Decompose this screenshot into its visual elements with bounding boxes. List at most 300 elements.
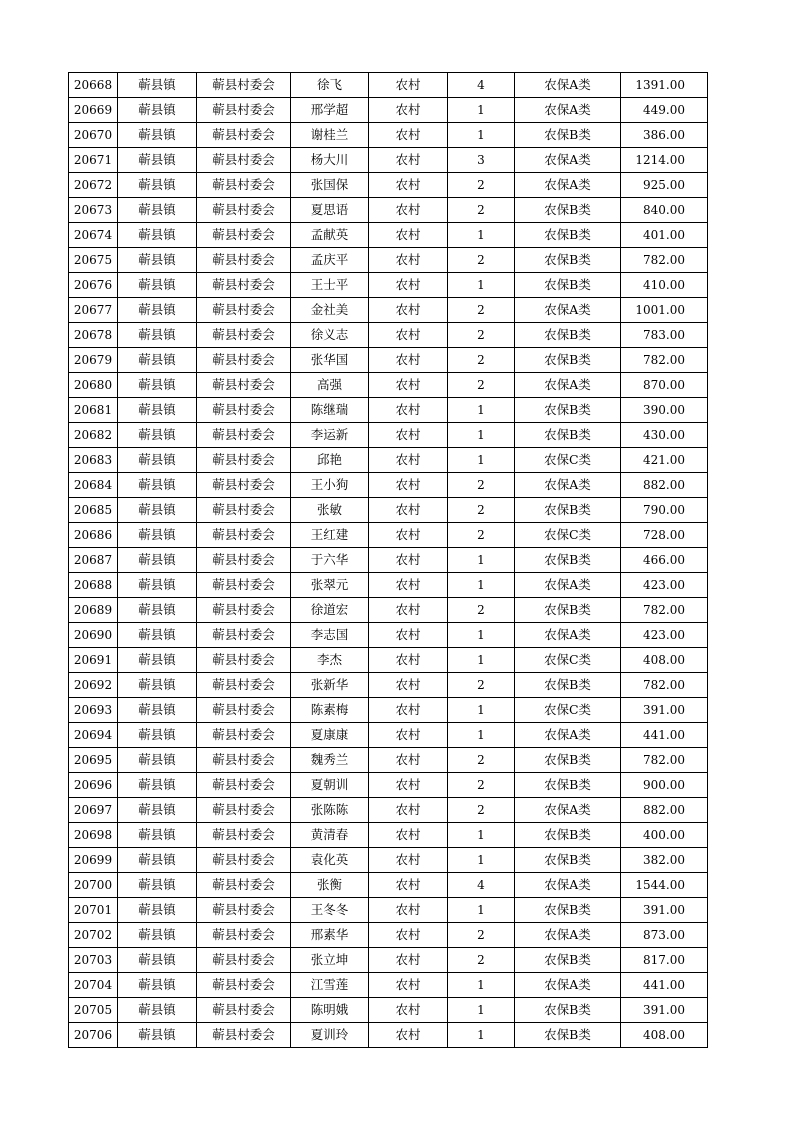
name-cell: 袁化英 bbox=[291, 848, 369, 873]
insurance-category-cell: 农保B类 bbox=[515, 748, 621, 773]
village-committee-cell: 蕲县村委会 bbox=[197, 573, 291, 598]
household-type-cell: 农村 bbox=[369, 598, 448, 623]
amount-cell: 391.00 bbox=[621, 898, 708, 923]
town-cell: 蕲县镇 bbox=[118, 648, 197, 673]
name-cell: 张翠元 bbox=[291, 573, 369, 598]
record-id-cell: 20673 bbox=[69, 198, 118, 223]
insurance-category-cell: 农保B类 bbox=[515, 248, 621, 273]
village-committee-cell: 蕲县村委会 bbox=[197, 548, 291, 573]
amount-cell: 728.00 bbox=[621, 523, 708, 548]
member-count-cell: 2 bbox=[448, 173, 515, 198]
household-type-cell: 农村 bbox=[369, 898, 448, 923]
record-id-cell: 20677 bbox=[69, 298, 118, 323]
record-id-cell: 20685 bbox=[69, 498, 118, 523]
village-committee-cell: 蕲县村委会 bbox=[197, 898, 291, 923]
table-row bbox=[69, 623, 708, 648]
amount-cell: 400.00 bbox=[621, 823, 708, 848]
insurance-category-cell: 农保B类 bbox=[515, 423, 621, 448]
member-count-cell: 2 bbox=[448, 348, 515, 373]
town-cell: 蕲县镇 bbox=[118, 323, 197, 348]
record-id-cell: 20683 bbox=[69, 448, 118, 473]
amount-cell: 817.00 bbox=[621, 948, 708, 973]
village-committee-cell: 蕲县村委会 bbox=[197, 998, 291, 1023]
record-id-cell: 20684 bbox=[69, 473, 118, 498]
household-type-cell: 农村 bbox=[369, 548, 448, 573]
table-row bbox=[69, 1023, 708, 1048]
village-committee-cell: 蕲县村委会 bbox=[197, 673, 291, 698]
town-cell: 蕲县镇 bbox=[118, 923, 197, 948]
household-type-cell: 农村 bbox=[369, 173, 448, 198]
insurance-category-cell: 农保C类 bbox=[515, 698, 621, 723]
table-row bbox=[69, 498, 708, 523]
name-cell: 张华国 bbox=[291, 348, 369, 373]
name-cell: 张陈陈 bbox=[291, 798, 369, 823]
member-count-cell: 1 bbox=[448, 723, 515, 748]
table-row bbox=[69, 773, 708, 798]
insurance-category-cell: 农保C类 bbox=[515, 648, 621, 673]
member-count-cell: 2 bbox=[448, 498, 515, 523]
town-cell: 蕲县镇 bbox=[118, 948, 197, 973]
insurance-category-cell: 农保B类 bbox=[515, 123, 621, 148]
insurance-category-cell: 农保A类 bbox=[515, 98, 621, 123]
member-count-cell: 2 bbox=[448, 298, 515, 323]
record-id-cell: 20694 bbox=[69, 723, 118, 748]
table-row bbox=[69, 73, 708, 98]
name-cell: 杨大川 bbox=[291, 148, 369, 173]
household-type-cell: 农村 bbox=[369, 98, 448, 123]
record-id-cell: 20671 bbox=[69, 148, 118, 173]
town-cell: 蕲县镇 bbox=[118, 298, 197, 323]
household-type-cell: 农村 bbox=[369, 1023, 448, 1048]
household-type-cell: 农村 bbox=[369, 723, 448, 748]
table-row bbox=[69, 298, 708, 323]
village-committee-cell: 蕲县村委会 bbox=[197, 648, 291, 673]
amount-cell: 840.00 bbox=[621, 198, 708, 223]
household-type-cell: 农村 bbox=[369, 773, 448, 798]
table-row bbox=[69, 698, 708, 723]
town-cell: 蕲县镇 bbox=[118, 523, 197, 548]
household-type-cell: 农村 bbox=[369, 398, 448, 423]
member-count-cell: 2 bbox=[448, 748, 515, 773]
table-row bbox=[69, 273, 708, 298]
member-count-cell: 2 bbox=[448, 598, 515, 623]
name-cell: 夏朝训 bbox=[291, 773, 369, 798]
household-type-cell: 农村 bbox=[369, 923, 448, 948]
town-cell: 蕲县镇 bbox=[118, 623, 197, 648]
table-row bbox=[69, 873, 708, 898]
insurance-category-cell: 农保A类 bbox=[515, 473, 621, 498]
record-id-cell: 20705 bbox=[69, 998, 118, 1023]
amount-cell: 925.00 bbox=[621, 173, 708, 198]
table-row bbox=[69, 423, 708, 448]
amount-cell: 391.00 bbox=[621, 998, 708, 1023]
town-cell: 蕲县镇 bbox=[118, 223, 197, 248]
town-cell: 蕲县镇 bbox=[118, 798, 197, 823]
town-cell: 蕲县镇 bbox=[118, 573, 197, 598]
member-count-cell: 2 bbox=[448, 798, 515, 823]
village-committee-cell: 蕲县村委会 bbox=[197, 873, 291, 898]
insurance-category-cell: 农保B类 bbox=[515, 273, 621, 298]
table-row bbox=[69, 798, 708, 823]
insurance-category-cell: 农保B类 bbox=[515, 348, 621, 373]
town-cell: 蕲县镇 bbox=[118, 673, 197, 698]
town-cell: 蕲县镇 bbox=[118, 373, 197, 398]
name-cell: 夏思语 bbox=[291, 198, 369, 223]
town-cell: 蕲县镇 bbox=[118, 1023, 197, 1048]
town-cell: 蕲县镇 bbox=[118, 848, 197, 873]
village-committee-cell: 蕲县村委会 bbox=[197, 198, 291, 223]
record-id-cell: 20668 bbox=[69, 73, 118, 98]
insurance-category-cell: 农保A类 bbox=[515, 973, 621, 998]
table-row bbox=[69, 473, 708, 498]
town-cell: 蕲县镇 bbox=[118, 73, 197, 98]
record-id-cell: 20699 bbox=[69, 848, 118, 873]
record-id-cell: 20686 bbox=[69, 523, 118, 548]
town-cell: 蕲县镇 bbox=[118, 198, 197, 223]
record-id-cell: 20702 bbox=[69, 923, 118, 948]
member-count-cell: 4 bbox=[448, 73, 515, 98]
record-id-cell: 20690 bbox=[69, 623, 118, 648]
insurance-category-cell: 农保B类 bbox=[515, 223, 621, 248]
name-cell: 徐道宏 bbox=[291, 598, 369, 623]
household-type-cell: 农村 bbox=[369, 448, 448, 473]
record-id-cell: 20691 bbox=[69, 648, 118, 673]
name-cell: 王小狗 bbox=[291, 473, 369, 498]
member-count-cell: 1 bbox=[448, 1023, 515, 1048]
member-count-cell: 1 bbox=[448, 98, 515, 123]
insurance-category-cell: 农保B类 bbox=[515, 898, 621, 923]
name-cell: 李运新 bbox=[291, 423, 369, 448]
village-committee-cell: 蕲县村委会 bbox=[197, 973, 291, 998]
benefit-roster-table bbox=[68, 72, 708, 1048]
record-id-cell: 20679 bbox=[69, 348, 118, 373]
member-count-cell: 2 bbox=[448, 198, 515, 223]
record-id-cell: 20692 bbox=[69, 673, 118, 698]
record-id-cell: 20704 bbox=[69, 973, 118, 998]
member-count-cell: 2 bbox=[448, 923, 515, 948]
insurance-category-cell: 农保B类 bbox=[515, 823, 621, 848]
name-cell: 夏训玲 bbox=[291, 1023, 369, 1048]
table-row bbox=[69, 248, 708, 273]
amount-cell: 1544.00 bbox=[621, 873, 708, 898]
name-cell: 谢桂兰 bbox=[291, 123, 369, 148]
town-cell: 蕲县镇 bbox=[118, 123, 197, 148]
village-committee-cell: 蕲县村委会 bbox=[197, 323, 291, 348]
name-cell: 夏康康 bbox=[291, 723, 369, 748]
name-cell: 陈素梅 bbox=[291, 698, 369, 723]
village-committee-cell: 蕲县村委会 bbox=[197, 298, 291, 323]
insurance-category-cell: 农保A类 bbox=[515, 73, 621, 98]
town-cell: 蕲县镇 bbox=[118, 498, 197, 523]
record-id-cell: 20687 bbox=[69, 548, 118, 573]
household-type-cell: 农村 bbox=[369, 498, 448, 523]
amount-cell: 386.00 bbox=[621, 123, 708, 148]
table-row bbox=[69, 923, 708, 948]
record-id-cell: 20675 bbox=[69, 248, 118, 273]
household-type-cell: 农村 bbox=[369, 523, 448, 548]
name-cell: 张衡 bbox=[291, 873, 369, 898]
member-count-cell: 2 bbox=[448, 323, 515, 348]
member-count-cell: 1 bbox=[448, 448, 515, 473]
household-type-cell: 农村 bbox=[369, 848, 448, 873]
household-type-cell: 农村 bbox=[369, 198, 448, 223]
village-committee-cell: 蕲县村委会 bbox=[197, 773, 291, 798]
amount-cell: 882.00 bbox=[621, 473, 708, 498]
table-row bbox=[69, 973, 708, 998]
member-count-cell: 1 bbox=[448, 648, 515, 673]
insurance-category-cell: 农保B类 bbox=[515, 773, 621, 798]
village-committee-cell: 蕲县村委会 bbox=[197, 348, 291, 373]
table-row bbox=[69, 998, 708, 1023]
amount-cell: 466.00 bbox=[621, 548, 708, 573]
record-id-cell: 20681 bbox=[69, 398, 118, 423]
amount-cell: 441.00 bbox=[621, 973, 708, 998]
village-committee-cell: 蕲县村委会 bbox=[197, 523, 291, 548]
insurance-category-cell: 农保A类 bbox=[515, 573, 621, 598]
member-count-cell: 1 bbox=[448, 273, 515, 298]
amount-cell: 441.00 bbox=[621, 723, 708, 748]
name-cell: 李杰 bbox=[291, 648, 369, 673]
village-committee-cell: 蕲县村委会 bbox=[197, 423, 291, 448]
household-type-cell: 农村 bbox=[369, 948, 448, 973]
town-cell: 蕲县镇 bbox=[118, 448, 197, 473]
village-committee-cell: 蕲县村委会 bbox=[197, 948, 291, 973]
insurance-category-cell: 农保B类 bbox=[515, 398, 621, 423]
record-id-cell: 20698 bbox=[69, 823, 118, 848]
record-id-cell: 20669 bbox=[69, 98, 118, 123]
village-committee-cell: 蕲县村委会 bbox=[197, 148, 291, 173]
amount-cell: 430.00 bbox=[621, 423, 708, 448]
member-count-cell: 2 bbox=[448, 248, 515, 273]
town-cell: 蕲县镇 bbox=[118, 748, 197, 773]
amount-cell: 391.00 bbox=[621, 698, 708, 723]
name-cell: 徐飞 bbox=[291, 73, 369, 98]
town-cell: 蕲县镇 bbox=[118, 773, 197, 798]
table-row bbox=[69, 598, 708, 623]
name-cell: 于六华 bbox=[291, 548, 369, 573]
household-type-cell: 农村 bbox=[369, 148, 448, 173]
record-id-cell: 20682 bbox=[69, 423, 118, 448]
name-cell: 陈继瑞 bbox=[291, 398, 369, 423]
amount-cell: 1214.00 bbox=[621, 148, 708, 173]
amount-cell: 410.00 bbox=[621, 273, 708, 298]
amount-cell: 782.00 bbox=[621, 348, 708, 373]
town-cell: 蕲县镇 bbox=[118, 698, 197, 723]
village-committee-cell: 蕲县村委会 bbox=[197, 798, 291, 823]
record-id-cell: 20697 bbox=[69, 798, 118, 823]
table-row bbox=[69, 223, 708, 248]
name-cell: 王冬冬 bbox=[291, 898, 369, 923]
village-committee-cell: 蕲县村委会 bbox=[197, 1023, 291, 1048]
household-type-cell: 农村 bbox=[369, 698, 448, 723]
village-committee-cell: 蕲县村委会 bbox=[197, 173, 291, 198]
amount-cell: 423.00 bbox=[621, 623, 708, 648]
insurance-category-cell: 农保B类 bbox=[515, 998, 621, 1023]
table-row bbox=[69, 323, 708, 348]
table-row bbox=[69, 123, 708, 148]
household-type-cell: 农村 bbox=[369, 648, 448, 673]
record-id-cell: 20670 bbox=[69, 123, 118, 148]
town-cell: 蕲县镇 bbox=[118, 348, 197, 373]
member-count-cell: 2 bbox=[448, 948, 515, 973]
member-count-cell: 1 bbox=[448, 848, 515, 873]
member-count-cell: 1 bbox=[448, 898, 515, 923]
household-type-cell: 农村 bbox=[369, 123, 448, 148]
household-type-cell: 农村 bbox=[369, 423, 448, 448]
town-cell: 蕲县镇 bbox=[118, 973, 197, 998]
name-cell: 陈明娥 bbox=[291, 998, 369, 1023]
amount-cell: 390.00 bbox=[621, 398, 708, 423]
household-type-cell: 农村 bbox=[369, 248, 448, 273]
record-id-cell: 20688 bbox=[69, 573, 118, 598]
table-row bbox=[69, 548, 708, 573]
record-id-cell: 20706 bbox=[69, 1023, 118, 1048]
member-count-cell: 1 bbox=[448, 823, 515, 848]
amount-cell: 449.00 bbox=[621, 98, 708, 123]
household-type-cell: 农村 bbox=[369, 873, 448, 898]
village-committee-cell: 蕲县村委会 bbox=[197, 123, 291, 148]
table-row bbox=[69, 148, 708, 173]
household-type-cell: 农村 bbox=[369, 748, 448, 773]
member-count-cell: 1 bbox=[448, 423, 515, 448]
name-cell: 张新华 bbox=[291, 673, 369, 698]
record-id-cell: 20672 bbox=[69, 173, 118, 198]
amount-cell: 782.00 bbox=[621, 748, 708, 773]
village-committee-cell: 蕲县村委会 bbox=[197, 823, 291, 848]
amount-cell: 790.00 bbox=[621, 498, 708, 523]
town-cell: 蕲县镇 bbox=[118, 273, 197, 298]
record-id-cell: 20693 bbox=[69, 698, 118, 723]
town-cell: 蕲县镇 bbox=[118, 248, 197, 273]
household-type-cell: 农村 bbox=[369, 573, 448, 598]
name-cell: 孟庆平 bbox=[291, 248, 369, 273]
household-type-cell: 农村 bbox=[369, 323, 448, 348]
town-cell: 蕲县镇 bbox=[118, 823, 197, 848]
amount-cell: 900.00 bbox=[621, 773, 708, 798]
name-cell: 高强 bbox=[291, 373, 369, 398]
household-type-cell: 农村 bbox=[369, 473, 448, 498]
member-count-cell: 2 bbox=[448, 373, 515, 398]
name-cell: 黄清春 bbox=[291, 823, 369, 848]
table-row bbox=[69, 748, 708, 773]
village-committee-cell: 蕲县村委会 bbox=[197, 273, 291, 298]
member-count-cell: 2 bbox=[448, 473, 515, 498]
amount-cell: 1001.00 bbox=[621, 298, 708, 323]
insurance-category-cell: 农保A类 bbox=[515, 298, 621, 323]
table-row bbox=[69, 673, 708, 698]
member-count-cell: 1 bbox=[448, 973, 515, 998]
table-row bbox=[69, 723, 708, 748]
member-count-cell: 2 bbox=[448, 773, 515, 798]
insurance-category-cell: 农保C类 bbox=[515, 523, 621, 548]
village-committee-cell: 蕲县村委会 bbox=[197, 848, 291, 873]
name-cell: 王士平 bbox=[291, 273, 369, 298]
name-cell: 邢学超 bbox=[291, 98, 369, 123]
household-type-cell: 农村 bbox=[369, 823, 448, 848]
village-committee-cell: 蕲县村委会 bbox=[197, 398, 291, 423]
table-row bbox=[69, 898, 708, 923]
name-cell: 江雪莲 bbox=[291, 973, 369, 998]
village-committee-cell: 蕲县村委会 bbox=[197, 723, 291, 748]
village-committee-cell: 蕲县村委会 bbox=[197, 598, 291, 623]
insurance-category-cell: 农保B类 bbox=[515, 598, 621, 623]
member-count-cell: 3 bbox=[448, 148, 515, 173]
household-type-cell: 农村 bbox=[369, 623, 448, 648]
insurance-category-cell: 农保A类 bbox=[515, 873, 621, 898]
member-count-cell: 2 bbox=[448, 673, 515, 698]
town-cell: 蕲县镇 bbox=[118, 173, 197, 198]
village-committee-cell: 蕲县村委会 bbox=[197, 73, 291, 98]
village-committee-cell: 蕲县村委会 bbox=[197, 98, 291, 123]
record-id-cell: 20696 bbox=[69, 773, 118, 798]
town-cell: 蕲县镇 bbox=[118, 148, 197, 173]
household-type-cell: 农村 bbox=[369, 73, 448, 98]
town-cell: 蕲县镇 bbox=[118, 548, 197, 573]
record-id-cell: 20678 bbox=[69, 323, 118, 348]
insurance-category-cell: 农保A类 bbox=[515, 723, 621, 748]
insurance-category-cell: 农保B类 bbox=[515, 548, 621, 573]
name-cell: 李志国 bbox=[291, 623, 369, 648]
table-row bbox=[69, 848, 708, 873]
amount-cell: 408.00 bbox=[621, 648, 708, 673]
name-cell: 孟献英 bbox=[291, 223, 369, 248]
town-cell: 蕲县镇 bbox=[118, 423, 197, 448]
insurance-category-cell: 农保A类 bbox=[515, 623, 621, 648]
table-row bbox=[69, 573, 708, 598]
household-type-cell: 农村 bbox=[369, 673, 448, 698]
member-count-cell: 1 bbox=[448, 623, 515, 648]
amount-cell: 870.00 bbox=[621, 373, 708, 398]
household-type-cell: 农村 bbox=[369, 273, 448, 298]
member-count-cell: 1 bbox=[448, 123, 515, 148]
record-id-cell: 20700 bbox=[69, 873, 118, 898]
household-type-cell: 农村 bbox=[369, 348, 448, 373]
household-type-cell: 农村 bbox=[369, 298, 448, 323]
amount-cell: 382.00 bbox=[621, 848, 708, 873]
village-committee-cell: 蕲县村委会 bbox=[197, 373, 291, 398]
insurance-category-cell: 农保A类 bbox=[515, 173, 621, 198]
table-row bbox=[69, 948, 708, 973]
record-id-cell: 20676 bbox=[69, 273, 118, 298]
name-cell: 张国保 bbox=[291, 173, 369, 198]
insurance-category-cell: 农保C类 bbox=[515, 448, 621, 473]
table-row bbox=[69, 98, 708, 123]
household-type-cell: 农村 bbox=[369, 798, 448, 823]
insurance-category-cell: 农保A类 bbox=[515, 148, 621, 173]
town-cell: 蕲县镇 bbox=[118, 998, 197, 1023]
town-cell: 蕲县镇 bbox=[118, 398, 197, 423]
town-cell: 蕲县镇 bbox=[118, 598, 197, 623]
amount-cell: 401.00 bbox=[621, 223, 708, 248]
village-committee-cell: 蕲县村委会 bbox=[197, 698, 291, 723]
table-row bbox=[69, 448, 708, 473]
town-cell: 蕲县镇 bbox=[118, 723, 197, 748]
village-committee-cell: 蕲县村委会 bbox=[197, 473, 291, 498]
town-cell: 蕲县镇 bbox=[118, 873, 197, 898]
amount-cell: 782.00 bbox=[621, 673, 708, 698]
name-cell: 徐义志 bbox=[291, 323, 369, 348]
town-cell: 蕲县镇 bbox=[118, 898, 197, 923]
household-type-cell: 农村 bbox=[369, 998, 448, 1023]
village-committee-cell: 蕲县村委会 bbox=[197, 448, 291, 473]
household-type-cell: 农村 bbox=[369, 223, 448, 248]
amount-cell: 783.00 bbox=[621, 323, 708, 348]
record-id-cell: 20674 bbox=[69, 223, 118, 248]
table-row bbox=[69, 398, 708, 423]
record-id-cell: 20703 bbox=[69, 948, 118, 973]
village-committee-cell: 蕲县村委会 bbox=[197, 748, 291, 773]
member-count-cell: 1 bbox=[448, 998, 515, 1023]
